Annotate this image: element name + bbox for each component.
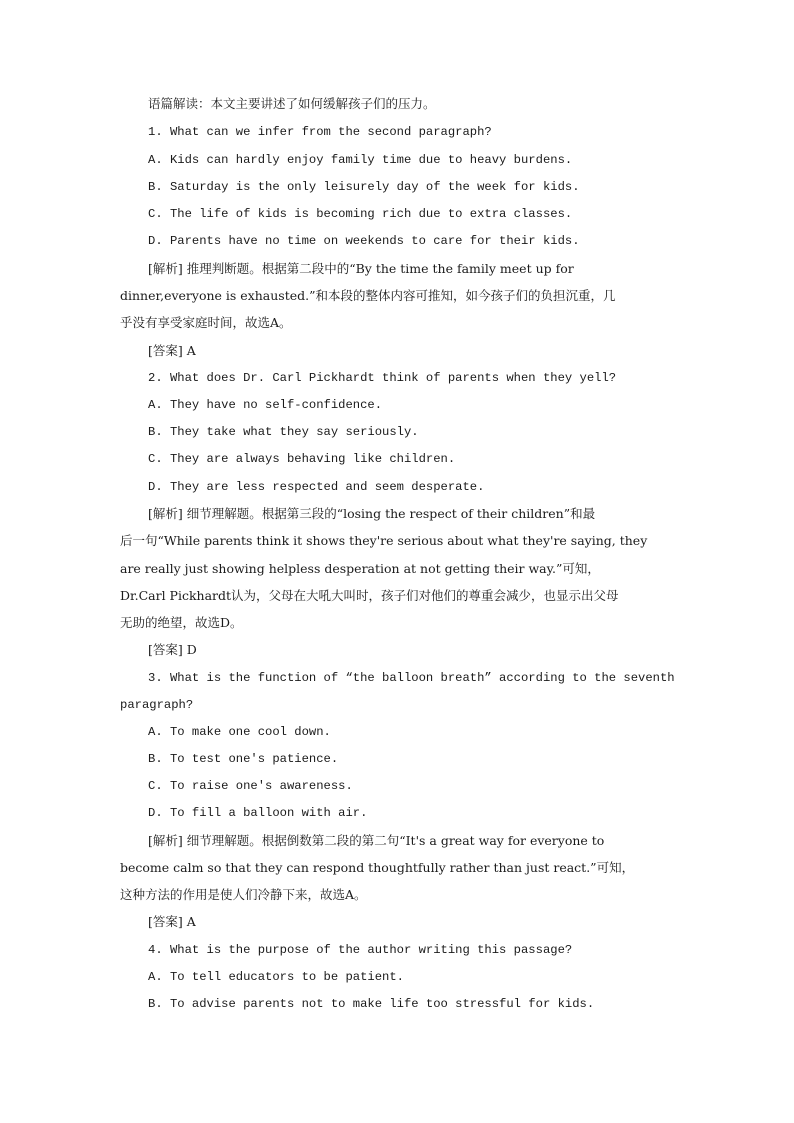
question-1-option-c: C. The life of kids is becoming rich due to extra classes. xyxy=(148,207,573,221)
question-2-analysis-line-1: [解析] 细节理解题。根据第三段的“losing the respect of their children”和最 xyxy=(148,506,596,521)
question-1-option-a: A. Kids can hardly enjoy family time due to heavy burdens. xyxy=(148,153,573,167)
question-2-option-a: A. They have no self-confidence. xyxy=(148,398,383,412)
question-2-analysis-line-4: Dr.Carl Pickhardt认为，父母在大吼大叫时，孩子们对他们的尊重会减少，也显示出父母 xyxy=(120,588,619,603)
question-2-option-d: D. They are less respected and seem desperate. xyxy=(148,480,485,494)
question-3-analysis-line-2: become calm so that they can respond thoughtfully rather than just react.”可知， xyxy=(120,860,635,875)
question-3-option-c: C. To raise one's awareness. xyxy=(148,779,353,793)
question-2-option-b: B. They take what they say seriously. xyxy=(148,425,419,439)
question-1-analysis-line-1: [解析] 推理判断题。根据第二段中的“By the time the family meet up for xyxy=(148,261,574,276)
question-4-option-a: A. To tell educators to be patient. xyxy=(148,970,404,984)
question-2-analysis-line-2: 后一句“While parents think it shows they're serious about what they're saying, they xyxy=(120,533,648,548)
question-3-text-line-2: paragraph? xyxy=(120,698,194,712)
question-1-analysis-line-3: 乎没有享受家庭时间，故选A。 xyxy=(120,315,292,330)
question-3-answer: [答案] A xyxy=(148,914,196,929)
question-2-answer: [答案] D xyxy=(148,642,197,657)
question-3-analysis-line-1: [解析] 细节理解题。根据倒数第二段的第二句“It's a great way for everyone to xyxy=(148,833,605,848)
question-4-text: 4. What is the purpose of the author writing this passage? xyxy=(148,943,573,957)
question-2-option-c: C. They are always behaving like children. xyxy=(148,452,456,466)
question-3-analysis-line-3: 这种方法的作用是使人们冷静下来，故选A。 xyxy=(120,887,367,902)
question-2-analysis-line-3: are really just showing helpless desperation at not getting their way.”可知， xyxy=(120,561,600,576)
question-3-option-b: B. To test one's patience. xyxy=(148,752,339,766)
question-3-text-line-1: 3. What is the function of “the balloon breath” according to the seventh xyxy=(148,671,675,685)
question-1-option-b: B. Saturday is the only leisurely day of the week for kids. xyxy=(148,180,580,194)
question-1-answer: [答案] A xyxy=(148,343,196,358)
question-1-text: 1. What can we infer from the second paragraph? xyxy=(148,125,492,139)
question-2-text: 2. What does Dr. Carl Pickhardt think of parents when they yell? xyxy=(148,371,617,385)
question-1-option-d: D. Parents have no time on weekends to care for their kids. xyxy=(148,234,580,248)
question-1-analysis-line-2: dinner,everyone is exhausted.”和本段的整体内容可推知，如今孩子们的负担沉重，几 xyxy=(120,288,616,303)
question-3-option-d: D. To fill a balloon with air. xyxy=(148,806,368,820)
question-2-analysis-line-5: 无助的绝望，故选D。 xyxy=(120,615,243,630)
passage-summary: 语篇解读：本文主要讲述了如何缓解孩子们的压力。 xyxy=(148,96,436,111)
question-4-option-b: B. To advise parents not to make life too stressful for kids. xyxy=(148,997,595,1011)
question-3-option-a: A. To make one cool down. xyxy=(148,725,331,739)
